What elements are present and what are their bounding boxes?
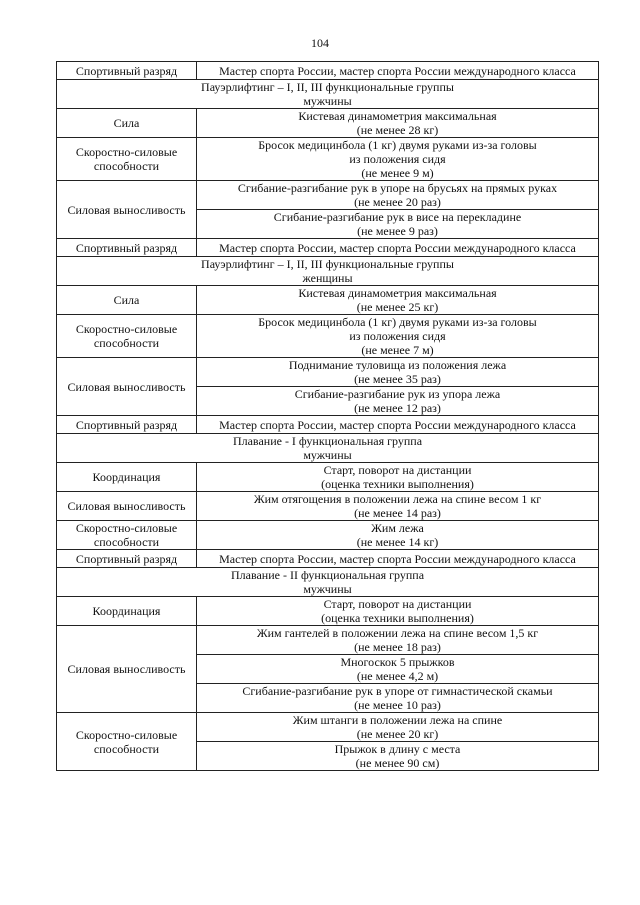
cell-line: Бросок медицинбола (1 кг) двумя руками из-за головы (258, 138, 537, 152)
cell-line: (не менее 7 м) (361, 343, 434, 357)
cell-line: Старт, поворот на дистанции (323, 463, 472, 477)
standard-cell (197, 181, 599, 210)
cell-line: (не менее 18 раз) (354, 640, 441, 654)
quality-cell: Спортивный разряд (57, 239, 197, 257)
cell-line: (не менее 35 раз) (354, 372, 441, 386)
standard-cell (197, 62, 599, 80)
cell-line: Плавание - I функциональная группа (232, 434, 423, 448)
table-row (57, 181, 599, 210)
table-row (57, 463, 599, 492)
table-row (57, 550, 599, 568)
quality-cell: Координация (57, 597, 197, 626)
cell-line: Плавание - II функциональная группа (230, 568, 425, 582)
cell-line: Многоскок 5 прыжков (340, 655, 455, 669)
cell-line: Поднимание туловища из положения лежа (288, 358, 507, 372)
standard-cell (197, 315, 599, 358)
table-row (57, 713, 599, 742)
cell-line: (не менее 14 раз) (354, 506, 441, 520)
cell-line: Сгибание-разгибание рук в упоре на брусьях на прямых руках (237, 181, 558, 195)
standard-cell (197, 109, 599, 138)
cell-line: Пауэрлифтинг – I, II, III функциональные группы (201, 257, 454, 271)
standards-table (56, 61, 599, 771)
quality-cell: Координация (57, 463, 197, 492)
cell-line: (не менее 20 кг) (356, 727, 439, 741)
cell-line: (оценка техники выполнения) (321, 611, 474, 625)
table-row (57, 626, 599, 655)
section-heading (57, 568, 599, 597)
standard-cell (197, 684, 599, 713)
quality-cell: Силовая выносливость (57, 492, 197, 521)
cell-line: (не менее 14 кг) (356, 535, 439, 549)
cell-line: (не менее 9 раз) (357, 224, 438, 238)
section-row (57, 568, 599, 597)
section-heading (57, 257, 599, 286)
quality-cell: Силовая выносливость (57, 626, 197, 713)
section-heading (57, 434, 599, 463)
cell-line: Мастер спорта России, мастер спорта России международного класса (219, 551, 576, 566)
standard-cell (197, 626, 599, 655)
cell-line: Мастер спорта России, мастер спорта России международного класса (219, 63, 576, 78)
quality-cell: Спортивный разряд (57, 550, 197, 568)
standard-cell (197, 387, 599, 416)
cell-line: Жим гантелей в положении лежа на спине весом 1,5 кг (256, 626, 539, 640)
quality-cell: Скоростно-силовые способности (57, 521, 197, 550)
cell-line: из положения сидя (349, 329, 446, 343)
quality-cell: Силовая выносливость (57, 358, 197, 416)
table-row (57, 492, 599, 521)
cell-line: (не менее 4,2 м) (356, 669, 439, 683)
cell-line: (не менее 12 раз) (354, 401, 441, 415)
cell-line: Сгибание-разгибание рук в висе на перекладине (273, 210, 522, 224)
table-row (57, 138, 599, 181)
cell-line: Прыжок в длину с места (334, 742, 461, 756)
cell-line: мужчины (303, 94, 352, 108)
quality-cell: Силовая выносливость (57, 181, 197, 239)
section-row (57, 434, 599, 463)
quality-cell: Скоростно-силовые способности (57, 713, 197, 771)
cell-line: Мастер спорта России, мастер спорта России международного класса (219, 240, 576, 255)
standards-table-body (57, 62, 599, 771)
standard-cell (197, 239, 599, 257)
cell-line: (не менее 9 м) (361, 166, 434, 180)
cell-line: Кистевая динамометрия максимальная (298, 286, 497, 300)
cell-line: Пауэрлифтинг – I, II, III функциональные группы (201, 80, 454, 94)
quality-cell: Сила (57, 109, 197, 138)
cell-line: Жим штанги в положении лежа на спине (292, 713, 503, 727)
table-row (57, 109, 599, 138)
standard-cell (197, 597, 599, 626)
quality-cell: Спортивный разряд (57, 62, 197, 80)
standard-cell (197, 358, 599, 387)
table-row (57, 239, 599, 257)
standard-cell (197, 655, 599, 684)
standard-cell (197, 742, 599, 771)
cell-line: (не менее 25 кг) (356, 300, 439, 314)
cell-line: Жим отягощения в положении лежа на спине весом 1 кг (253, 492, 542, 506)
cell-line: Сгибание-разгибание рук в упоре от гимнастической скамьи (242, 684, 553, 698)
cell-line: мужчины (303, 448, 352, 462)
table-row (57, 62, 599, 80)
cell-line: (не менее 20 раз) (354, 195, 441, 209)
standard-cell (197, 550, 599, 568)
cell-line: (не менее 28 кг) (356, 123, 439, 137)
section-row (57, 257, 599, 286)
quality-cell: Скоростно-силовые способности (57, 138, 197, 181)
table-row (57, 315, 599, 358)
cell-line: (оценка техники выполнения) (321, 477, 474, 491)
page-number: 104 (311, 36, 329, 50)
cell-line: Старт, поворот на дистанции (323, 597, 472, 611)
cell-line: (не менее 10 раз) (354, 698, 441, 712)
table-row (57, 597, 599, 626)
standard-cell (197, 492, 599, 521)
standard-cell (197, 210, 599, 239)
cell-line: (не менее 90 см) (355, 756, 440, 770)
standard-cell (197, 713, 599, 742)
cell-line: Кистевая динамометрия максимальная (298, 109, 497, 123)
cell-line: мужчины (303, 582, 352, 596)
cell-line: Сгибание-разгибание рук из упора лежа (294, 387, 501, 401)
standard-cell (197, 521, 599, 550)
standard-cell (197, 416, 599, 434)
table-row (57, 416, 599, 434)
quality-cell: Скоростно-силовые способности (57, 315, 197, 358)
table-row (57, 358, 599, 387)
quality-cell: Сила (57, 286, 197, 315)
standard-cell (197, 138, 599, 181)
cell-line: Бросок медицинбола (1 кг) двумя руками из-за головы (258, 315, 537, 329)
cell-line: Мастер спорта России, мастер спорта России международного класса (219, 417, 576, 432)
cell-line: из положения сидя (349, 152, 446, 166)
quality-cell: Спортивный разряд (57, 416, 197, 434)
standard-cell (197, 463, 599, 492)
cell-line: Жим лежа (371, 521, 424, 535)
standard-cell (197, 286, 599, 315)
table-row (57, 286, 599, 315)
section-row (57, 80, 599, 109)
cell-line: женщины (302, 271, 353, 285)
section-heading (57, 80, 599, 109)
table-row (57, 521, 599, 550)
